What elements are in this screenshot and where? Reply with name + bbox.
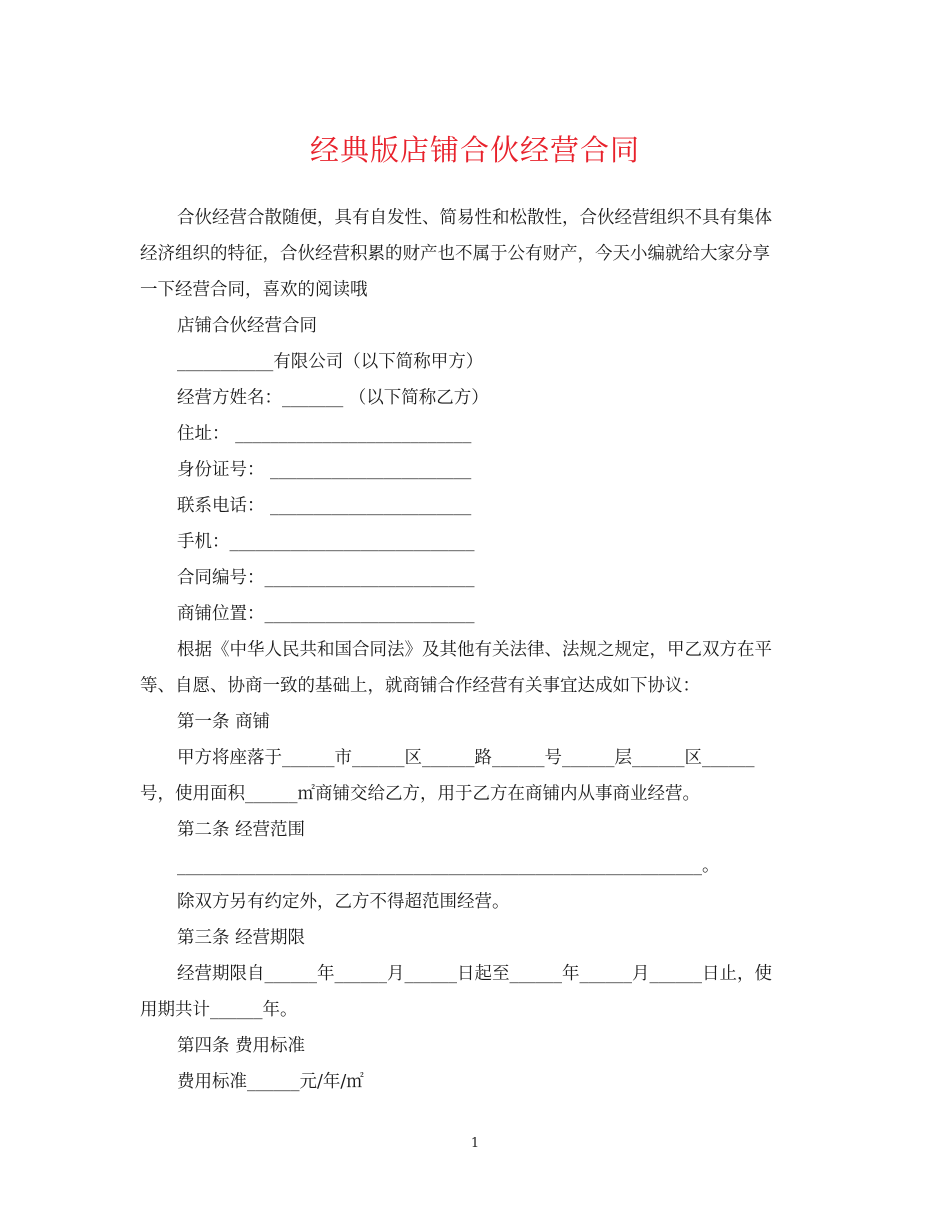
mobile-field: 手机：____________________________	[177, 532, 475, 552]
preamble-line: 根据《中华人民共和国合同法》及其他有关法律、法规之规定，甲乙双方在平	[177, 640, 772, 660]
id-number-field: 身份证号： _______________________	[177, 460, 472, 480]
address-field: 住址： ___________________________	[177, 424, 472, 444]
article-1-heading: 第一条 商铺	[177, 712, 271, 732]
article-3-heading: 第三条 经营期限	[177, 928, 306, 948]
party-b-line: 经营方姓名：_______ （以下简称乙方）	[177, 388, 489, 408]
article-3-line: 经营期限自______年______月______日起至______年______月______日止，使	[177, 964, 772, 984]
shop-location-field: 商铺位置：________________________	[177, 604, 475, 624]
intro-line: 一下经营合同，喜欢的阅读哦	[140, 280, 368, 300]
article-2-blank: ____________________________________________________________。	[177, 856, 720, 876]
document-body	[140, 200, 812, 1100]
article-2-note: 除双方另有约定外，乙方不得超范围经营。	[177, 892, 510, 912]
article-4-line: 费用标准______元/年/㎡	[177, 1072, 364, 1092]
page-number: 1	[470, 1136, 480, 1151]
intro-line: 合伙经营合散随便，具有自发性、简易性和松散性，合伙经营组织不具有集体	[177, 208, 772, 228]
article-4-heading: 第四条 费用标准	[177, 1036, 306, 1056]
article-3-line: 用期共计______年。	[140, 1000, 298, 1020]
article-1-line: 甲方将座落于______市______区______路______号______层______区______	[177, 748, 755, 768]
phone-field: 联系电话： _______________________	[177, 496, 472, 516]
document-title: 经典版店铺合伙经营合同	[309, 133, 640, 167]
article-1-line: 号，使用面积______㎡商铺交给乙方，用于乙方在商铺内从事商业经营。	[140, 784, 700, 804]
preamble-line: 等、自愿、协商一致的基础上，就商铺合作经营有关事宜达成如下协议：	[140, 676, 700, 696]
contract-number-field: 合同编号：________________________	[177, 568, 475, 588]
contract-heading: 店铺合伙经营合同	[177, 316, 317, 336]
article-2-heading: 第二条 经营范围	[177, 820, 306, 840]
intro-line: 经济组织的特征，合伙经营积累的财产也不属于公有财产，今天小编就给大家分享	[140, 244, 770, 264]
party-a-line: ___________有限公司（以下简称甲方）	[177, 352, 484, 372]
